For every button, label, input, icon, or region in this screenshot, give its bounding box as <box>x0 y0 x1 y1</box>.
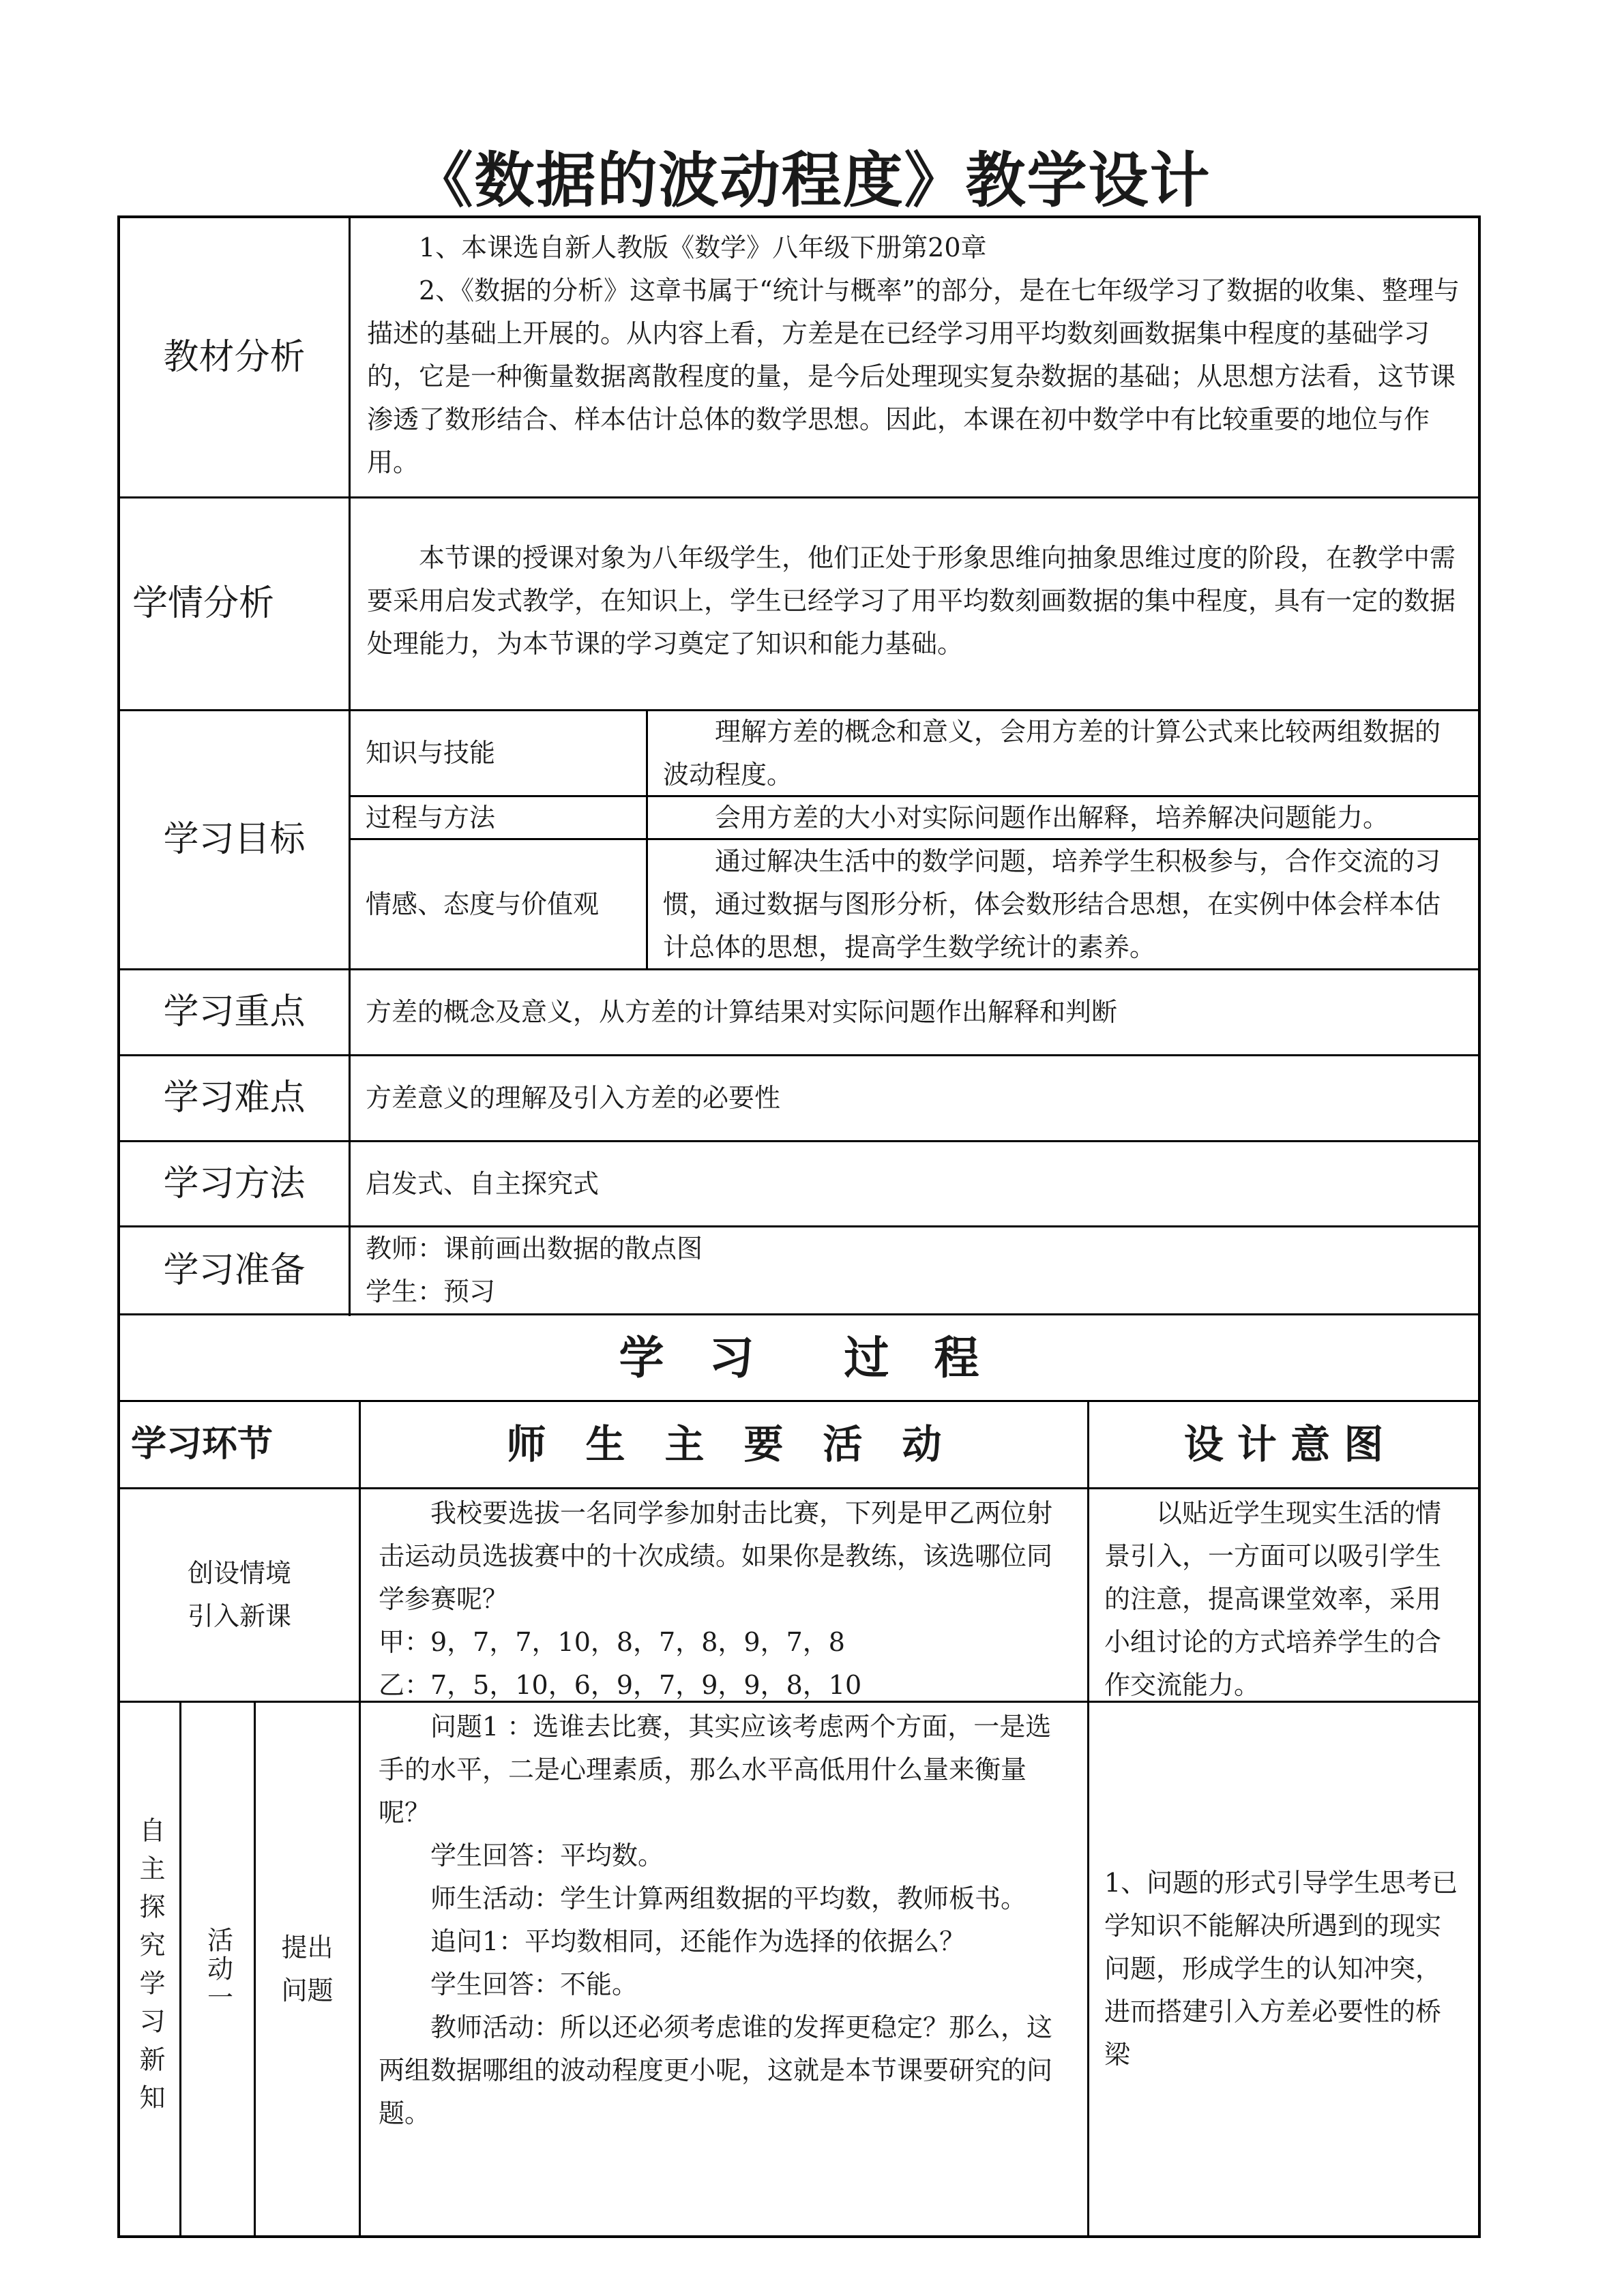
document-title: 《数据的波动程度》教学设计 <box>413 145 1211 215</box>
method-label: 学习方法 <box>163 1163 306 1204</box>
explore-stage <box>120 1703 179 2235</box>
explore-intent <box>1089 1703 1478 2235</box>
explore-activity-no <box>181 1703 254 2235</box>
explore-activity-no-text: 活动一 <box>203 1926 233 2012</box>
objective-text-emotion-p: 通过解决生活中的数学问题，培养学生积极参与，合作交流的习惯，通过数据与图形分析，体会数形结合思想，在实例中体会样本估计总体的思想，提高学生数学统计的素养。 <box>663 846 1441 962</box>
intro-stage-line-1: 创设情境 <box>187 1558 291 1588</box>
intro-scores-yi: 乙：7，5，10，6，9，7，9，9，8，10 <box>379 1670 862 1700</box>
students-text: 本节课的授课对象为八年级学生，他们正处于形象思维向抽象思维过度的阶段，在教学中需要采用启发式教学，在知识上，学生已经学习了用平均数刻画数据的集中程度，具有一定的数据处理能力，为本节课的学习奠定了知识和能力基础。 <box>367 543 1456 659</box>
objective-text-knowledge <box>648 711 1478 795</box>
prep-label: 学习准备 <box>163 1249 306 1291</box>
material-label: 教材分析 <box>163 336 306 378</box>
objective-text-process <box>648 797 1478 838</box>
explore-line-3: 师生活动：学生计算两组数据的平均数，教师板书。 <box>430 1883 1027 1913</box>
students-content <box>351 498 1478 709</box>
objective-name-emotion: 情感、态度与价值观 <box>366 889 600 919</box>
explore-line-4: 追问1：平均数相同，还能作为选择的依据么？ <box>430 1926 966 1956</box>
header-stage: 学习环节 <box>131 1424 274 1465</box>
explore-line-6: 教师活动：所以还必须考虑谁的发挥更稳定？那么，这两组数据哪组的波动程度更小呢，这就是本节课要研究的问题。 <box>379 2012 1053 2128</box>
intro-scores-jia: 甲：9，7，7，10，8，7，8，9，7，8 <box>379 1627 845 1657</box>
prep-line-teacher: 教师：课前画出数据的散点图 <box>366 1234 703 1264</box>
explore-sub-text: 提出问题 <box>281 1932 334 2006</box>
students-label: 学情分析 <box>132 583 275 624</box>
header-intent: 设 计 意 图 <box>1183 1421 1384 1467</box>
material-line-1: 1、本课选自新人教版《数学》八年级下册第20章 <box>419 233 987 263</box>
intro-intent <box>1089 1489 1478 1701</box>
objective-name-knowledge: 知识与技能 <box>366 738 496 768</box>
prep-content <box>351 1227 1478 1313</box>
objectives-label: 学习目标 <box>163 819 306 860</box>
key-label: 学习重点 <box>163 992 306 1032</box>
intro-stage-line-2: 引入新课 <box>187 1601 291 1631</box>
explore-line-1: 问题1 ：选谁去比赛，其实应该考虑两个方面，一是选手的水平，二是心理素质，那么水平高低用什么量来衡量呢？ <box>379 1712 1052 1828</box>
explore-sub <box>256 1703 359 2235</box>
explore-line-2: 学生回答：平均数。 <box>430 1840 664 1870</box>
intro-activity <box>361 1489 1087 1701</box>
header-activity: 师 生 主 要 活 动 <box>506 1421 942 1467</box>
difficulty-label: 学习难点 <box>163 1077 306 1118</box>
difficulty-text: 方差意义的理解及引入方差的必要性 <box>366 1083 781 1113</box>
objective-name-process: 过程与方法 <box>366 802 496 833</box>
prep-line-student: 学生：预习 <box>366 1277 496 1307</box>
explore-activity <box>361 1703 1087 2235</box>
material-content <box>351 220 1478 496</box>
method-text: 启发式、自主探究式 <box>366 1168 600 1199</box>
explore-intent-text: 1、问题的形式引导学生思考已学知识不能解决所遇到的现实问题，形成学生的认知冲突，进而搭建引入方差必要性的桥梁 <box>1104 1868 1458 2070</box>
objective-text-emotion <box>648 840 1478 968</box>
process-heading: 学 习 过 程 <box>619 1331 979 1384</box>
key-text: 方差的概念及意义，从方差的计算结果对实际问题作出解释和判断 <box>366 997 1118 1027</box>
intro-activity-text: 我校要选拔一名同学参加射击比赛，下列是甲乙两位射击运动员选拔赛中的十次成绩。如果你是教练，该选哪位同学参赛呢？ <box>379 1498 1053 1614</box>
objective-text-knowledge-p: 理解方差的概念和意义，会用方差的计算公式来比较两组数据的波动程度。 <box>663 716 1441 790</box>
intro-intent-text: 以贴近学生现实生活的情景引入，一方面可以吸引学生的注意，提高课堂效率，采用小组讨论的方式培养学生的合作交流能力。 <box>1104 1498 1442 1700</box>
material-line-2: 2、《数据的分析》这章书属于“统计与概率”的部分，是在七年级学习了数据的收集、整理与描述的基础上开展的。从内容上看，方差是在已经学习用平均数刻画数据集中程度的基础学习的，它是一种衡量数据离散程度的量，是今后处理现实复杂数据的基础；从思想方法看，这节课渗透了数形结合、样本估计总体的数学思想。因此，本课在初中数学中有比较重要的地位与作用。 <box>367 275 1460 477</box>
intro-stage <box>120 1489 359 1701</box>
objective-text-process-p: 会用方差的大小对实际问题作出解释，培养解决问题能力。 <box>715 802 1389 833</box>
table-border-bottom <box>117 2235 1481 2238</box>
explore-line-5: 学生回答：不能。 <box>430 1969 638 1999</box>
explore-stage-text: 自主探究学习新知 <box>135 1816 165 2122</box>
